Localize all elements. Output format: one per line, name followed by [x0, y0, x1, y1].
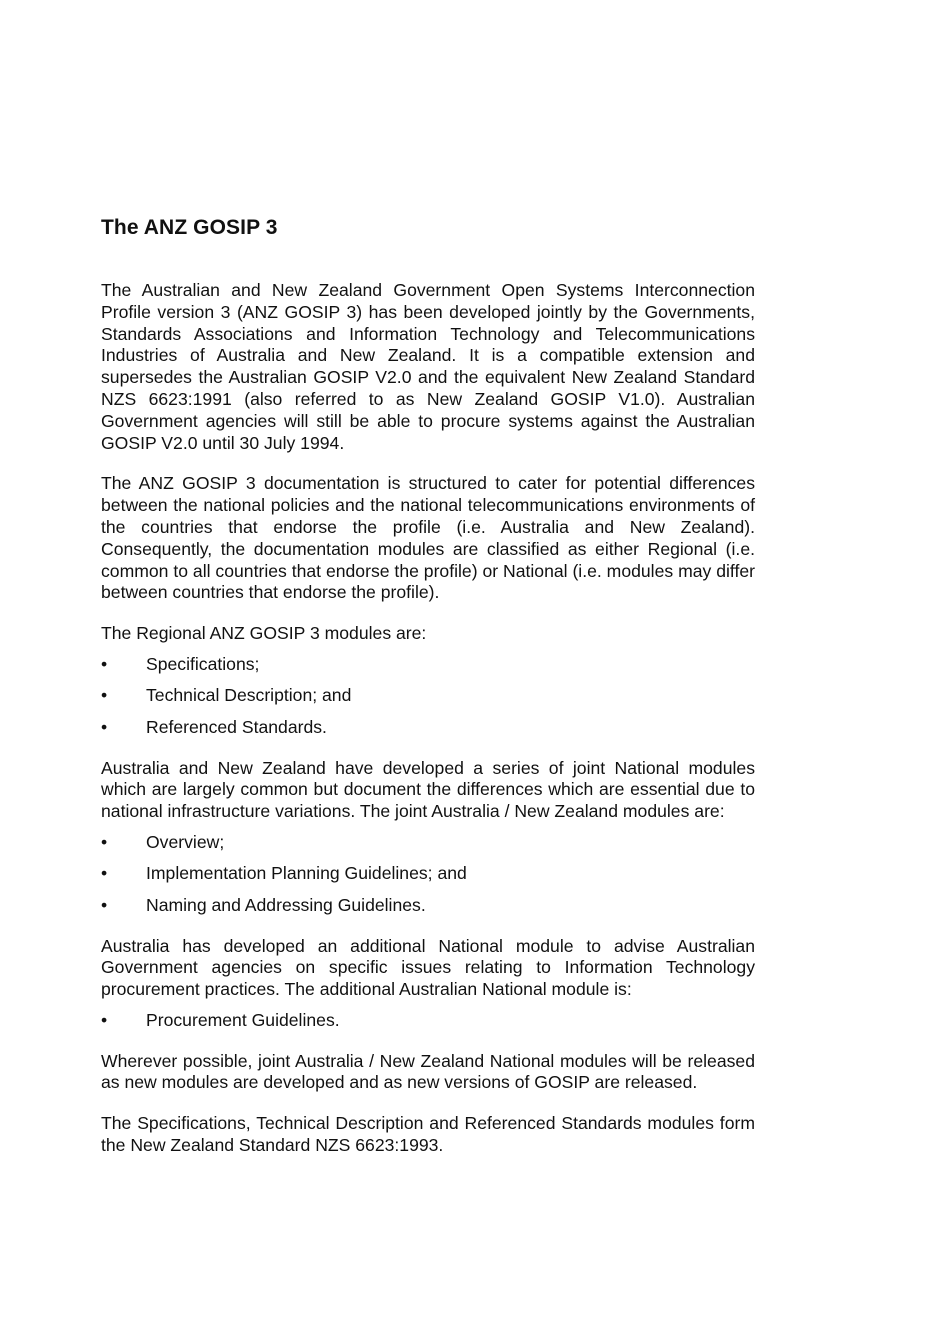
list-item — [101, 717, 755, 739]
document-page — [101, 0, 755, 1343]
page-title: The ANZ GOSIP 3 — [101, 216, 278, 239]
paragraph-releases: Wherever possible, joint Australia / New Zealand National modules will be released as new modules are developed and as new versions of GOSIP are released. — [101, 1050, 755, 1093]
paragraph-australian-lead: Australia has developed an additional National module to advise Australian Government agencies on specific issues relating to Information Technology procurement practices. The additional Australian National module is: — [101, 935, 755, 1000]
document-body — [101, 280, 755, 1176]
regional-modules-list — [101, 654, 755, 739]
list-item — [101, 895, 755, 917]
list-item-text: Implementation Planning Guidelines; and — [146, 863, 467, 884]
paragraph-structure: The ANZ GOSIP 3 documentation is structured to cater for potential differences between the national policies and the national telecommunications environments of the countries that endorse the profile (i.e. Australia and New Zealand). Consequently, the documentation modules are classified as either Regional (i.e. common to all countries that endorse the profile) or National (i.e. modules may differ between countries that endorse the profile). — [101, 473, 755, 603]
bullet-icon: • — [101, 894, 108, 915]
paragraph-intro: The Australian and New Zealand Government Open Systems Interconnection Profile version 3 (ANZ GOSIP 3) has been developed jointly by the Governments, Standards Associations and Information Technology and Telecommunications Industries of Australia and New Zealand. It is a compatible extension and supersedes the Australian GOSIP V2.0 and the equivalent New Zealand Standard NZS 6623:1991 (also referred to as New Zealand GOSIP V1.0). Australian Government agencies will still be able to procure systems against the Australian GOSIP V2.0 until 30 July 1994. — [101, 280, 755, 453]
paragraph-nz-standard: The Specifications, Technical Description and Referenced Standards modules form the New Zealand Standard NZS 6623:1993. — [101, 1113, 755, 1156]
list-item — [101, 863, 755, 885]
list-item-text: Procurement Guidelines. — [146, 1009, 340, 1030]
bullet-icon: • — [101, 831, 108, 852]
bullet-icon: • — [101, 653, 108, 674]
list-item-text: Technical Description; and — [146, 685, 352, 706]
list-item-text: Referenced Standards. — [146, 716, 327, 737]
list-item-text: Specifications; — [146, 653, 260, 674]
bullet-icon: • — [101, 716, 108, 737]
list-item-text: Naming and Addressing Guidelines. — [146, 894, 426, 915]
list-item — [101, 1010, 755, 1032]
bullet-icon: • — [101, 863, 108, 884]
paragraph-regional-lead: The Regional ANZ GOSIP 3 modules are: — [101, 623, 427, 644]
bullet-icon: • — [101, 685, 108, 706]
list-item — [101, 685, 755, 707]
bullet-icon: • — [101, 1009, 108, 1030]
list-item — [101, 654, 755, 676]
list-item — [101, 832, 755, 854]
list-item-text: Overview; — [146, 831, 225, 852]
australian-modules-list — [101, 1010, 755, 1032]
paragraph-joint-lead: Australia and New Zealand have developed a series of joint National modules which are largely common but document the differences which are essential due to national infrastructure variations. The joint Australia / New Zealand modules are: — [101, 757, 755, 822]
joint-modules-list — [101, 832, 755, 917]
